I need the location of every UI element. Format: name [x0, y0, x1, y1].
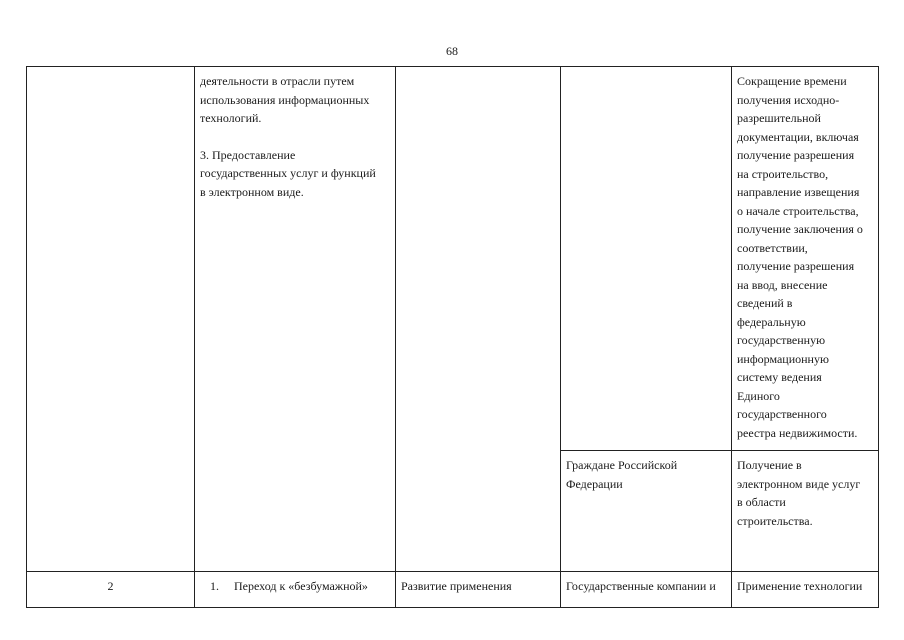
- measure-text-item-3: 3. Предоставление государственных услуг и функций в электронном виде.: [200, 147, 376, 199]
- direction-cell: Развитие применения: [396, 572, 561, 608]
- table-row: [27, 572, 879, 608]
- result-text: Получение в электронном виде услуг в области строительства.: [737, 458, 861, 528]
- result-cell: [732, 451, 879, 572]
- result-cell: [732, 67, 879, 451]
- row-number-cell: 2: [27, 572, 195, 608]
- measure-item-number: 1.: [210, 579, 219, 593]
- beneficiary-cell: Государственные компании и: [561, 572, 732, 608]
- result-text: Сокращение времени получения исходно- разрешительной документации, включая получение разрешения на строительство, направление извещения о начале строительства, получение заключения о соответствии, получение разрешения на ввод, внесение сведений в федеральную государственную информационную систему ведения Единого государственного реестра недвижимости.: [737, 74, 863, 440]
- measure-cell: [195, 67, 396, 572]
- page-number: 68: [446, 44, 458, 58]
- document-table: [26, 66, 879, 608]
- measure-text-continued: деятельности в отрасли путем использования информационных технологий.: [200, 74, 370, 125]
- result-cell: Применение технологии: [732, 572, 879, 608]
- direction-cell: [396, 67, 561, 572]
- row-number-cell: [27, 67, 195, 572]
- beneficiary-cell: [561, 451, 732, 572]
- measure-cell: [195, 572, 396, 608]
- table-row: [27, 67, 879, 451]
- measure-item-text: Переход к «безбумажной»: [234, 579, 368, 593]
- beneficiary-text: Граждане Российской Федерации: [566, 458, 678, 491]
- beneficiary-cell: [561, 67, 732, 451]
